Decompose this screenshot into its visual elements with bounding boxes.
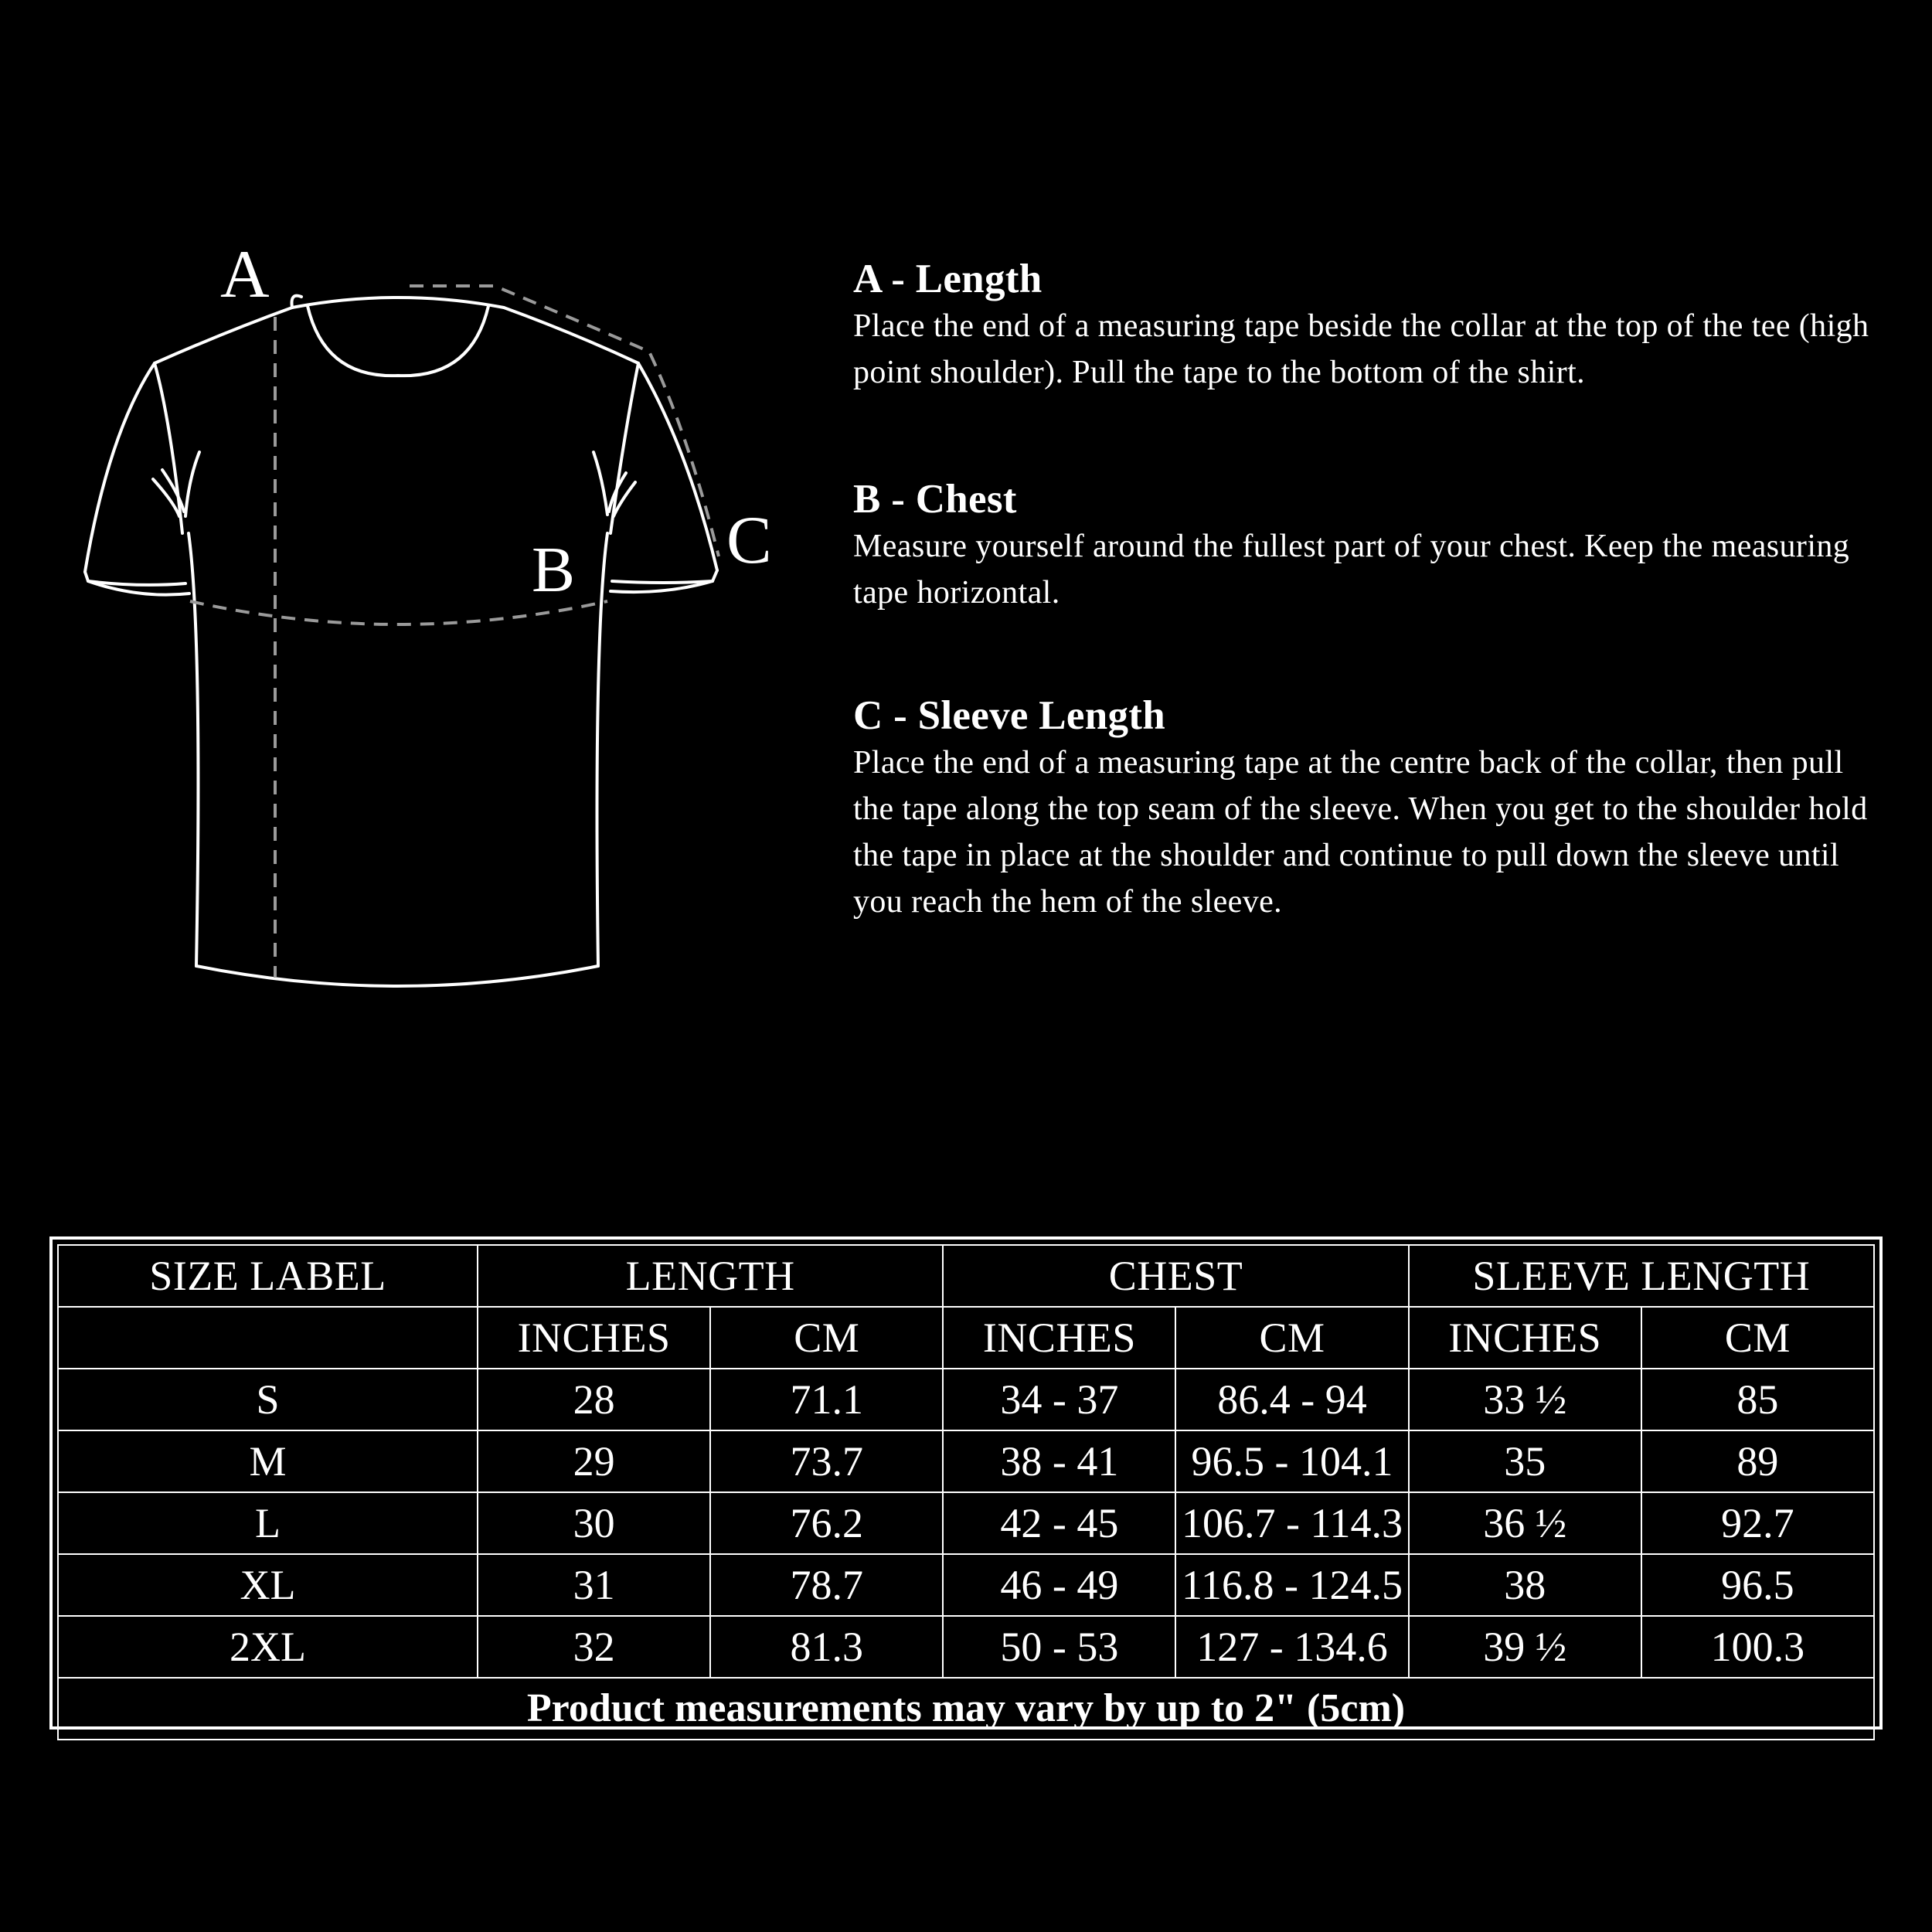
table-row: [58, 1430, 1874, 1492]
table-cell: 38: [1409, 1554, 1641, 1616]
measurement-guides: [190, 286, 719, 978]
instruction-heading: A - Length: [853, 257, 1043, 301]
label-a: A: [220, 237, 270, 312]
table-header-row: [58, 1245, 1874, 1307]
table-row: [58, 1554, 1874, 1616]
table-cell: 39 ½: [1409, 1616, 1641, 1678]
tshirt-outline: [85, 296, 717, 986]
table-cell: 28: [478, 1369, 710, 1430]
table-cell: 96.5 - 104.1: [1175, 1430, 1408, 1492]
header-sleeve-length: SLEEVE LENGTH: [1409, 1245, 1874, 1307]
subheader-cell: INCHES: [478, 1307, 710, 1369]
table-cell: 33 ½: [1409, 1369, 1641, 1430]
table-cell: 86.4 - 94: [1175, 1369, 1408, 1430]
subheader-cell: INCHES: [943, 1307, 1175, 1369]
instruction-length: [853, 255, 1889, 396]
table-cell: 31: [478, 1554, 710, 1616]
table-cell: 38 - 41: [943, 1430, 1175, 1492]
table-cell: 30: [478, 1492, 710, 1554]
size-chart: [49, 1236, 1883, 1730]
measurement-disclaimer: Product measurements may vary by up to 2" (5cm): [58, 1678, 1874, 1740]
table-cell: 92.7: [1641, 1492, 1874, 1554]
instruction-heading: C - Sleeve Length: [853, 693, 1166, 738]
subheader-cell: CM: [710, 1307, 943, 1369]
table-cell: 32: [478, 1616, 710, 1678]
table-row: [58, 1369, 1874, 1430]
subheader-cell: CM: [1175, 1307, 1408, 1369]
subheader-cell: CM: [1641, 1307, 1874, 1369]
table-cell: XL: [58, 1554, 478, 1616]
table-cell: 127 - 134.6: [1175, 1616, 1408, 1678]
label-c: C: [726, 503, 772, 578]
sleeve-guide-c: [410, 286, 719, 556]
table-cell: 29: [478, 1430, 710, 1492]
header-size-label: SIZE LABEL: [58, 1245, 478, 1307]
label-b: B: [532, 534, 576, 606]
table-cell: L: [58, 1492, 478, 1554]
table-cell: 106.7 - 114.3: [1175, 1492, 1408, 1554]
subheader-cell: INCHES: [1409, 1307, 1641, 1369]
table-cell: 46 - 49: [943, 1554, 1175, 1616]
tshirt-measurement-diagram: [0, 0, 811, 1043]
instruction-text: Place the end of a measuring tape at the centre back of the collar, then pull the tape along the top seam of the sleeve. When you get to the shoulder hold the tape in place at the shoulder and continue to pull down the sleeve until you reach the hem of the sleeve.: [853, 745, 1868, 920]
table-cell: 89: [1641, 1430, 1874, 1492]
table-cell: 50 - 53: [943, 1616, 1175, 1678]
instruction-heading: B - Chest: [853, 477, 1017, 522]
instruction-chest: [853, 475, 1889, 616]
table-cell: 42 - 45: [943, 1492, 1175, 1554]
header-chest: CHEST: [943, 1245, 1408, 1307]
size-table: [57, 1244, 1875, 1740]
table-cell: 100.3: [1641, 1616, 1874, 1678]
table-footer-row: [58, 1678, 1874, 1740]
table-cell: 35: [1409, 1430, 1641, 1492]
table-cell: 81.3: [710, 1616, 943, 1678]
table-cell: 71.1: [710, 1369, 943, 1430]
table-cell: 85: [1641, 1369, 1874, 1430]
table-cell: 116.8 - 124.5: [1175, 1554, 1408, 1616]
table-cell: 34 - 37: [943, 1369, 1175, 1430]
header-length: LENGTH: [478, 1245, 943, 1307]
table-cell: 73.7: [710, 1430, 943, 1492]
table-cell: M: [58, 1430, 478, 1492]
table-cell: 96.5: [1641, 1554, 1874, 1616]
table-row: [58, 1492, 1874, 1554]
table-cell: 36 ½: [1409, 1492, 1641, 1554]
table-cell: S: [58, 1369, 478, 1430]
instruction-sleeve-length: [853, 692, 1889, 925]
table-subheader-row: [58, 1307, 1874, 1369]
table-row: [58, 1616, 1874, 1678]
instruction-text: Measure yourself around the fullest part of your chest. Keep the measuring tape horizontal.: [853, 529, 1850, 611]
instruction-text: Place the end of a measuring tape beside the collar at the top of the tee (high point shoulder). Pull the tape to the bottom of the shirt.: [853, 308, 1869, 390]
table-cell: 2XL: [58, 1616, 478, 1678]
subheader-cell: [58, 1307, 478, 1369]
table-cell: 78.7: [710, 1554, 943, 1616]
table-cell: 76.2: [710, 1492, 943, 1554]
